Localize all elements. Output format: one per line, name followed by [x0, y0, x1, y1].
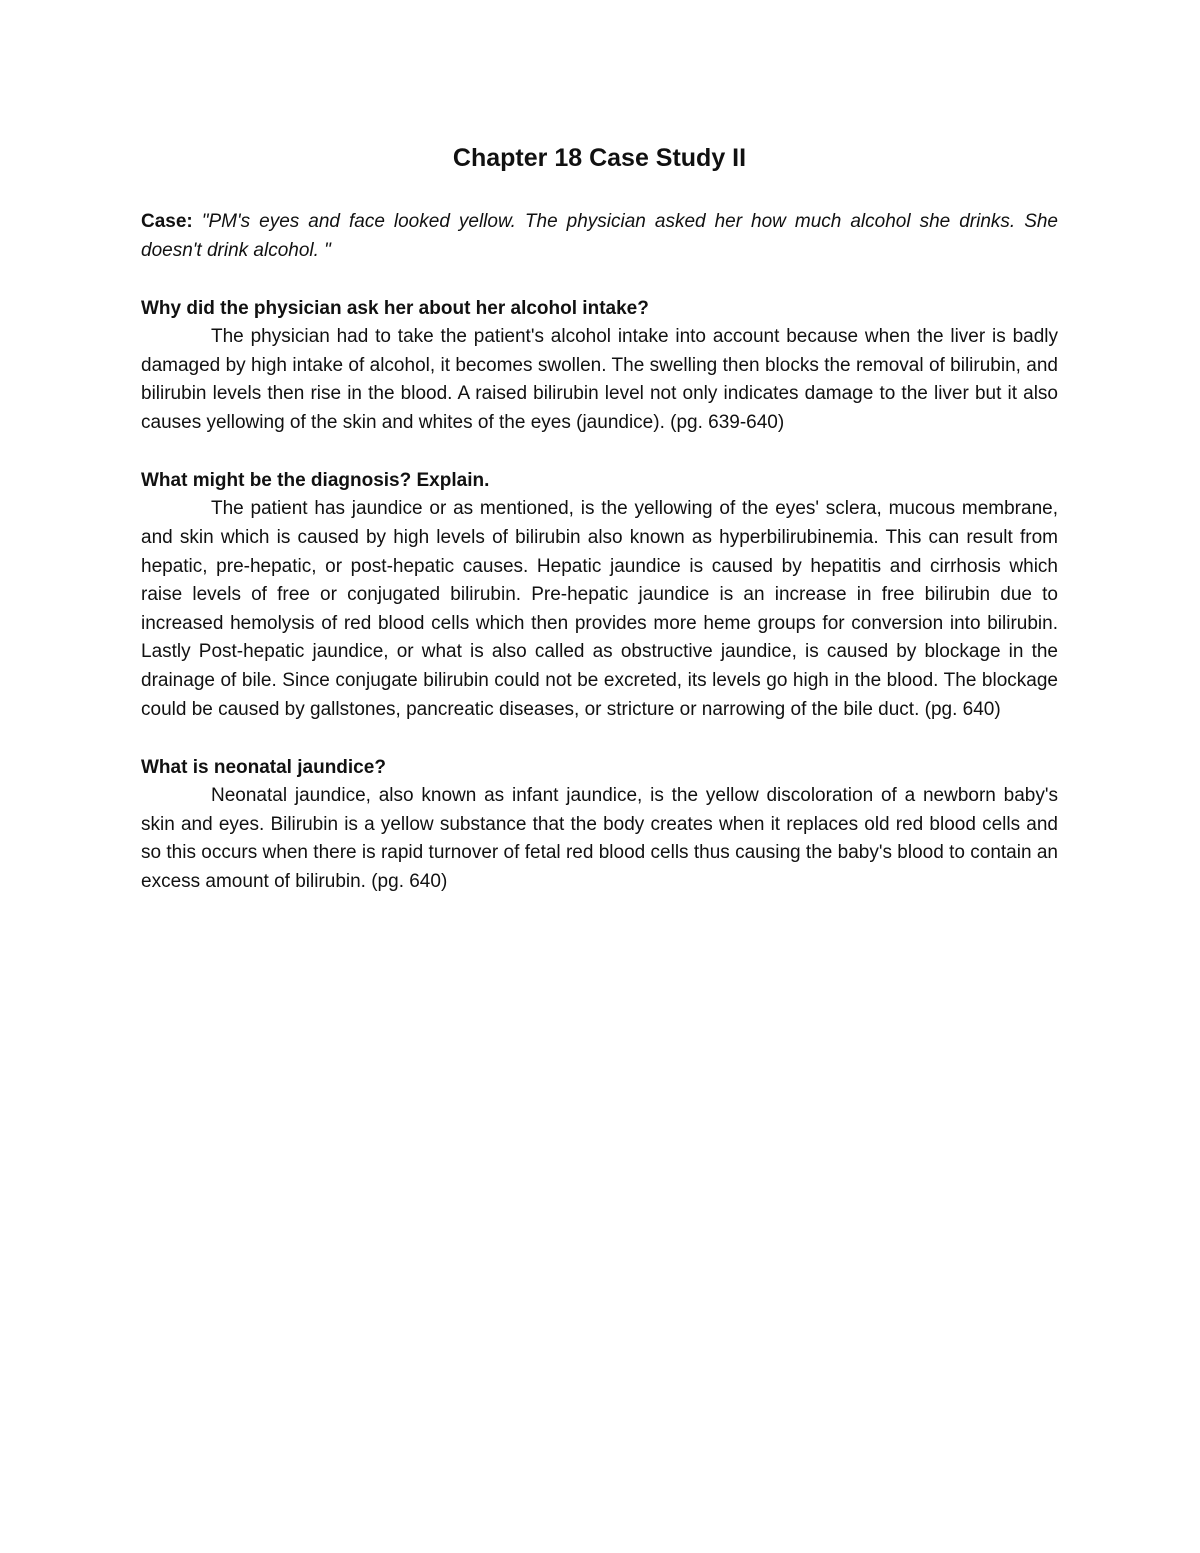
case-label: Case: — [141, 211, 193, 232]
answer-paragraph: Neonatal jaundice, also known as infant jaundice, is the yellow discoloration of a newborn baby's skin and eyes. Bilirubin is a yellow substance that the body creates when it replaces old red blood cells and so this occurs when there is rapid turnover of fetal red blood cells thus causing the baby's blood to contain an excess amount of bilirubin. (pg. 640) — [141, 785, 1058, 892]
answer-paragraph: The patient has jaundice or as mentioned, is the yellowing of the eyes' sclera, mucous membrane, and skin which is caused by high levels of bilirubin also known as hyperbilirubinemia. This can result from hepatic, pre-hepatic, or post-hepatic causes. Hepatic jaundice is caused by hepatitis and cirrhosis which raise levels of free or conjugated bilirubin. Pre-hepatic jaundice is an increase in free bilirubin due to increased hemolysis of red blood cells which then provides more heme groups for conversion into bilirubin. Lastly Post-hepatic jaundice, or what is also called as obstructive jaundice, is caused by blockage in the drainage of bile. Since conjugate bilirubin could not be excreted, its levels go high in the blood. The blockage could be caused by gallstones, pancreatic diseases, or stricture or narrowing of the bile duct. (pg. 640) — [141, 498, 1058, 720]
question-heading: What might be the diagnosis? Explain. — [141, 470, 490, 492]
answer-paragraph: The physician had to take the patient's alcohol intake into account because when the liver is badly damaged by high intake of alcohol, it becomes swollen. The swelling then blocks the removal of bilirubin, and bilirubin levels then rise in the blood. A raised bilirubin level not only indicates damage to the liver but it also causes yellowing of the skin and whites of the eyes (jaundice). (pg. 639-640) — [141, 326, 1058, 433]
case-statement — [141, 207, 1058, 265]
section-alcohol-intake — [141, 294, 1058, 437]
case-text: "PM's eyes and face looked yellow. The physician asked her how much alcohol she drinks. She doesn't drink alcohol. " — [141, 211, 1058, 261]
section-diagnosis — [141, 466, 1058, 724]
question-heading: Why did the physician ask her about her alcohol intake? — [141, 298, 649, 319]
question-heading: What is neonatal jaundice? — [141, 757, 386, 779]
document-page — [141, 138, 1058, 926]
section-neonatal-jaundice — [141, 753, 1058, 896]
page-title: Chapter 18 Case Study II — [452, 144, 747, 172]
